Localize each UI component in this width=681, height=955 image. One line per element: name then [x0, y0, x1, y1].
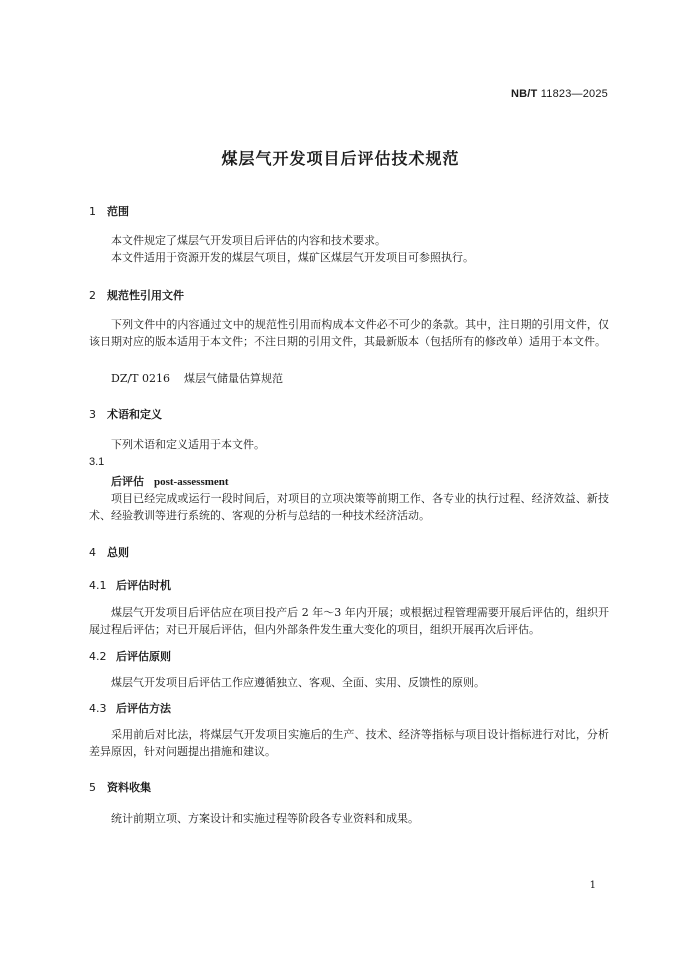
section-3-heading — [89, 406, 162, 422]
subsection-4-1-heading — [89, 577, 171, 593]
reference-title: 煤层气储量估算规范 — [184, 372, 283, 385]
subsection-4-1-paragraph: 煤层气开发项目后评估应在项目投产后 2 年～3 年内开展；或根据过程管理需要开展后评估的，组织开展过程后评估；对已开展后评估，但内外部条件发生重大变化的项目，组织开展再次后评估。 — [89, 606, 609, 636]
section-number: 3 — [89, 408, 96, 421]
subsection-4-2-heading — [89, 648, 171, 664]
standard-number: 11823—2025 — [540, 88, 608, 100]
subsection-4-3-paragraph: 采用前后对比法，将煤层气开发项目实施后的生产、技术、经济等指标与项目设计指标进行对比，分析差异原因，针对问题提出措施和建议。 — [89, 728, 609, 758]
section-5-heading — [89, 779, 151, 795]
term-english: post-assessment — [154, 476, 229, 488]
section-5-paragraph: 统计前期立项、方案设计和实施过程等阶段各专业资料和成果。 — [111, 812, 419, 825]
subsection-number: 4.3 — [89, 702, 107, 715]
section-title: 资料收集 — [107, 781, 151, 794]
section-2-paragraph: 下列文件中的内容通过文中的规范性引用而构成本文件必不可少的条款。其中，注日期的引用文件，仅该日期对应的版本适用于本文件；不注日期的引用文件，其最新版本（包括所有的修改单）适用于本文件。 — [89, 318, 609, 348]
subsection-title: 后评估时机 — [116, 579, 171, 592]
section-3-intro: 下列术语和定义适用于本文件。 — [111, 438, 265, 451]
subsection-title: 后评估原则 — [116, 650, 171, 663]
term-entry — [111, 473, 229, 489]
section-number: 5 — [89, 781, 96, 794]
section-title: 范围 — [107, 205, 129, 218]
page-number: 1 — [589, 880, 596, 891]
term-number: 3.1 — [89, 456, 105, 468]
reference-code: DZ/T 0216 — [111, 372, 170, 385]
normative-reference — [111, 370, 283, 386]
subsection-4-2-paragraph: 煤层气开发项目后评估工作应遵循独立、客观、全面、实用、反馈性的原则。 — [111, 676, 485, 689]
section-title: 术语和定义 — [107, 408, 162, 421]
standard-prefix: NB/T — [511, 88, 538, 100]
subsection-number: 4.1 — [89, 579, 107, 592]
section-4-heading — [89, 544, 129, 560]
subsection-title: 后评估方法 — [116, 702, 171, 715]
term-chinese: 后评估 — [111, 475, 144, 488]
section-1-paragraph-2: 本文件适用于资源开发的煤层气项目，煤矿区煤层气开发项目可参照执行。 — [111, 251, 474, 264]
section-number: 2 — [89, 289, 96, 302]
section-number: 4 — [89, 546, 96, 559]
section-1-paragraph-1: 本文件规定了煤层气开发项目后评估的内容和技术要求。 — [111, 234, 386, 247]
section-number: 1 — [89, 205, 96, 218]
section-1-heading — [89, 203, 129, 219]
section-title: 总则 — [107, 546, 129, 559]
subsection-number: 4.2 — [89, 650, 107, 663]
section-2-heading — [89, 287, 184, 303]
subsection-4-3-heading — [89, 700, 171, 716]
section-title: 规范性引用文件 — [107, 289, 184, 302]
term-definition: 项目已经完成或运行一段时间后，对项目的立项决策等前期工作、各专业的执行过程、经济效益、新技术、经验教训等进行系统的、客观的分析与总结的一种技术经济活动。 — [89, 492, 609, 522]
document-title: 煤层气开发项目后评估技术规范 — [221, 149, 460, 168]
standard-code — [511, 88, 608, 100]
